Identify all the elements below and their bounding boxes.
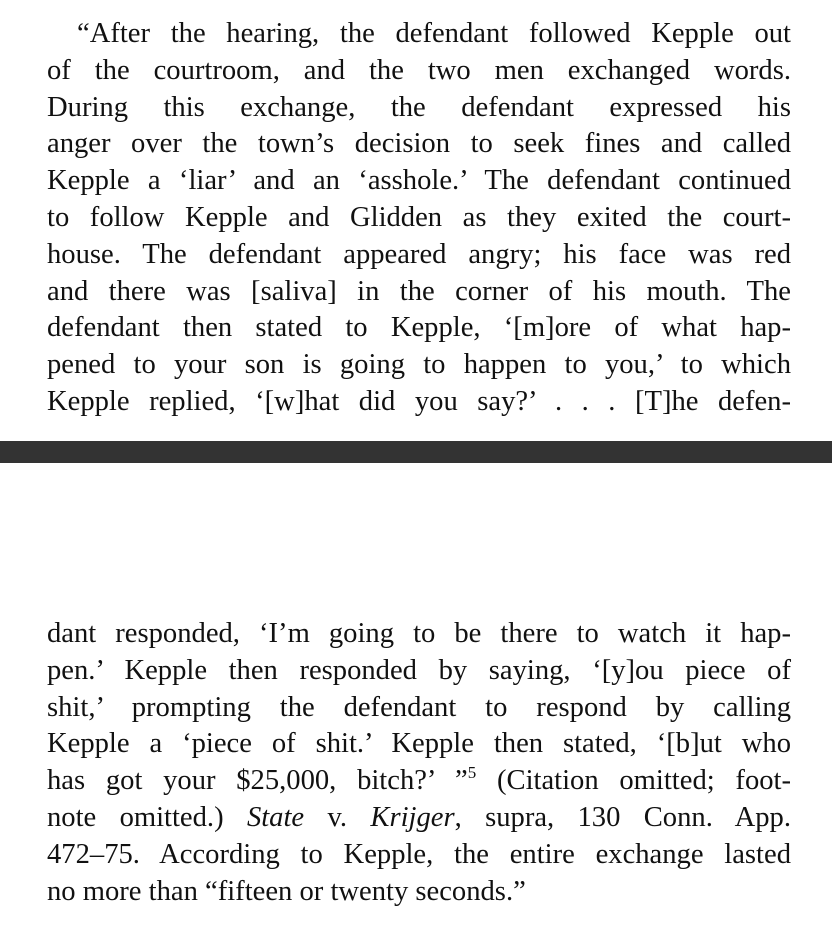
text-line: no more than “fifteen or twenty seconds.” — [47, 875, 526, 907]
quote-paragraph-top — [47, 16, 791, 421]
quote-paragraph-bottom — [47, 616, 791, 910]
text-segment: note omitted.) — [47, 801, 247, 833]
text-line: and there was [saliva] in the corner of his mouth. The — [47, 275, 791, 307]
text-line: pened to your son is going to happen to you,’ to which — [47, 349, 791, 381]
text-line: to follow Kepple and Glidden as they exited the court- — [47, 201, 791, 233]
case-name-italic: Krijger — [370, 801, 455, 833]
text-line: “After the hearing, the defendant followed Kepple out — [77, 18, 791, 49]
text-line: shit,’ prompting the defendant to respond by calling — [47, 691, 791, 723]
text-line: anger over the town’s decision to seek fines and called — [47, 128, 791, 160]
text-line: dant responded, ‘I’m going to be there to watch it hap- — [47, 618, 791, 649]
text-line: pen.’ Kepple then responded by saying, ‘[y]ou piece of — [47, 654, 791, 686]
text-line: Kepple replied, ‘[w]hat did you say?’ . . . [T]he defen- — [47, 385, 791, 417]
text-line-with-citation — [47, 800, 791, 837]
text-segment: , supra, 130 Conn. App. — [454, 801, 791, 833]
text-line: of the courtroom, and the two men exchanged words. — [47, 54, 791, 86]
footnote-reference: 5 — [467, 763, 477, 783]
case-name-italic: State — [246, 801, 305, 833]
text-line: During this exchange, the defendant expressed his — [47, 91, 791, 123]
text-line: house. The defendant appeared angry; his face was red — [47, 238, 791, 270]
page-divider — [0, 441, 832, 463]
text-line: defendant then stated to Kepple, ‘[m]ore of what hap- — [47, 312, 791, 344]
text-segment: v. — [304, 801, 371, 833]
text-line-with-footnote — [47, 763, 791, 800]
text-line: Kepple a ‘piece of shit.’ Kepple then stated, ‘[b]ut who — [47, 728, 791, 760]
text-line: 472–75. According to Kepple, the entire exchange lasted — [47, 838, 791, 870]
text-segment: has got your $25,000, bitch?’ ” — [47, 765, 468, 797]
text-line: Kepple a ‘liar’ and an ‘asshole.’ The defendant continued — [47, 165, 791, 197]
text-segment: (Citation omitted; foot- — [476, 765, 791, 797]
